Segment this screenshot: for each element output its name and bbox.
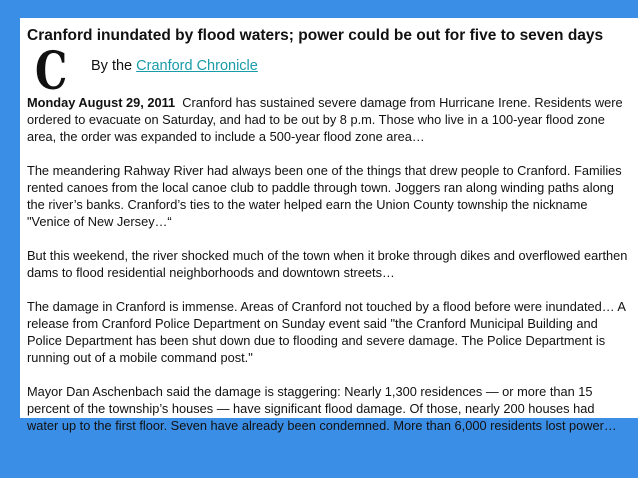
article-paragraph-2: The meandering Rahway River had always been one of the things that drew people to Cranford. Families rented canoes from the local canoe club to paddle through town. Joggers ran along winding paths along the river’s banks. Cranford’s ties to the water helped earn the Union County township the nickname "Venice of New Jersey…“ bbox=[27, 163, 622, 229]
byline-row bbox=[27, 41, 628, 102]
article-panel bbox=[20, 18, 638, 433]
byline-prefix: By the bbox=[91, 58, 137, 74]
article-paragraph-5: Mayor Dan Aschenbach said the damage is staggering: Nearly 1,300 residences — or more than 15 percent of the township’s houses — have significant flood damage. Of those, nearly 200 houses had water up to the first floor. Seven have already been condemned. More than 6,000 residents lost power… bbox=[27, 384, 617, 433]
chronicle-logo-icon: C bbox=[35, 41, 68, 102]
source-link[interactable]: Cranford Chronicle bbox=[136, 58, 258, 74]
article-paragraph-1 bbox=[27, 94, 628, 145]
byline bbox=[91, 57, 258, 75]
article-date: Monday August 29, 2011 bbox=[27, 95, 176, 110]
paragraph-1-text: Cranford has sustained severe damage from Hurricane Irene. Residents were ordered to evacuate on Saturday, and had to be out by 8 p.m. Those who live in a 100-year flood zone area, the order was expanded to include a 500-year flood zone area… bbox=[27, 95, 623, 144]
article-headline: Cranford inundated by flood waters; power could be out for five to seven days bbox=[27, 27, 604, 44]
article-paragraph-3: But this weekend, the river shocked much of the town when it broke through dikes and overflowed earthen dams to flood residential neighborhoods and downtown streets… bbox=[27, 248, 628, 280]
article-paragraph-4: The damage in Cranford is immense. Areas of Cranford not touched by a flood before were inundated… A release from Cranford Police Department on Sunday event said "the Cranford Municipal Building and Police Department has been shut down due to flooding and severe damage. The Police Department is running out of a mobile command post." bbox=[27, 299, 626, 365]
